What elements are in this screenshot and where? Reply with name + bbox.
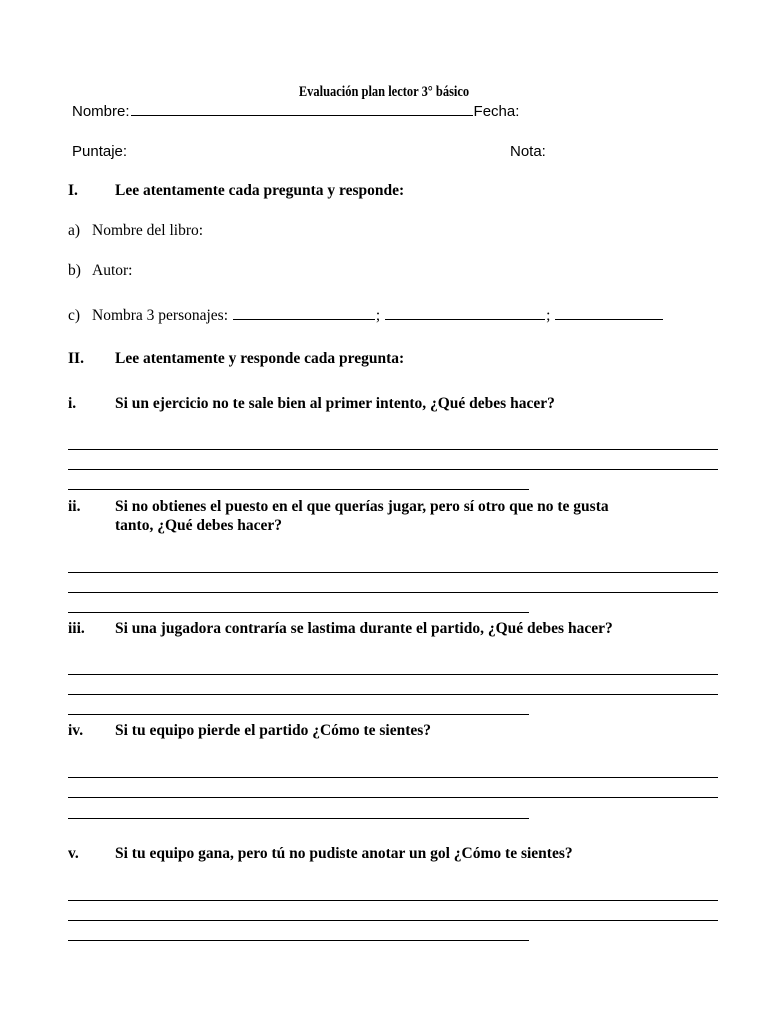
character-3-blank[interactable] xyxy=(555,318,663,320)
section-1-heading: Lee atentamente cada pregunta y responde: xyxy=(115,182,405,199)
question-5-number: v. xyxy=(68,845,79,862)
answer-line[interactable] xyxy=(68,777,718,778)
answer-line[interactable] xyxy=(68,900,718,901)
answer-line[interactable] xyxy=(68,694,718,695)
item-c-row xyxy=(92,308,664,324)
question-4-text: Si tu equipo pierde el partido ¿Cómo te sientes? xyxy=(115,722,432,739)
answer-line[interactable] xyxy=(68,489,529,490)
question-2-number: ii. xyxy=(68,498,81,515)
document-title: Evaluación plan lector 3° básico xyxy=(298,84,470,100)
answer-line[interactable] xyxy=(68,920,718,921)
character-2-blank[interactable] xyxy=(385,318,545,320)
answer-line[interactable] xyxy=(68,449,718,450)
nombre-field xyxy=(72,104,519,119)
section-1-number: I. xyxy=(68,182,78,199)
question-5-text: Si tu equipo gana, pero tú no pudiste anotar un gol ¿Cómo te sientes? xyxy=(115,845,573,862)
section-2-number: II. xyxy=(68,350,84,367)
separator-2: ; xyxy=(546,307,551,324)
answer-line[interactable] xyxy=(68,674,718,675)
nombre-blank[interactable] xyxy=(131,114,473,116)
fecha-label: Fecha: xyxy=(473,103,520,120)
question-2-text-line-1: Si no obtienes el puesto en el que querías jugar, pero sí otro que no te gusta xyxy=(115,498,609,515)
item-b-label: Autor: xyxy=(92,262,133,279)
answer-line[interactable] xyxy=(68,797,718,798)
answer-line[interactable] xyxy=(68,572,718,573)
item-b-marker: b) xyxy=(68,262,81,279)
character-1-blank[interactable] xyxy=(233,318,375,320)
answer-line[interactable] xyxy=(68,818,529,819)
question-1-number: i. xyxy=(68,395,77,412)
answer-line[interactable] xyxy=(68,469,718,470)
answer-line[interactable] xyxy=(68,612,529,613)
puntaje-label: Puntaje: xyxy=(72,143,128,160)
separator-1: ; xyxy=(375,307,381,324)
question-4-number: iv. xyxy=(68,722,84,739)
answer-line[interactable] xyxy=(68,940,529,941)
answer-line[interactable] xyxy=(68,592,718,593)
answer-line[interactable] xyxy=(68,714,529,715)
item-c-marker: c) xyxy=(68,307,81,324)
item-a-marker: a) xyxy=(68,222,81,239)
question-2-text-line-2: tanto, ¿Qué debes hacer? xyxy=(115,517,283,534)
section-2-heading: Lee atentamente y responde cada pregunta: xyxy=(115,350,405,367)
nombre-label: Nombre: xyxy=(72,103,130,120)
nota-label: Nota: xyxy=(510,143,546,160)
question-1-text: Si un ejercicio no te sale bien al primer intento, ¿Qué debes hacer? xyxy=(115,395,555,412)
item-a-label: Nombre del libro: xyxy=(92,222,204,239)
question-3-number: iii. xyxy=(68,620,85,637)
item-c-label: Nombra 3 personajes: xyxy=(92,307,229,324)
question-3-text: Si una jugadora contraría se lastima durante el partido, ¿Qué debes hacer? xyxy=(115,620,613,637)
